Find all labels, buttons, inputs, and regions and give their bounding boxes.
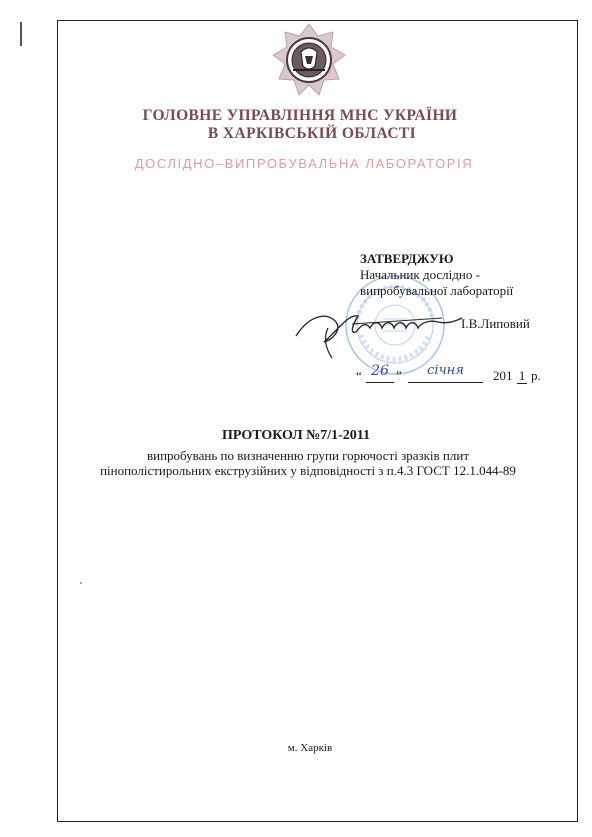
handwritten-signature (292, 300, 467, 360)
approver-role-line-1: Начальник дослідно - (360, 267, 480, 282)
organization-name-line-2: В ХАРКІВСЬКІЙ ОБЛАСТІ (207, 125, 417, 142)
approval-title: ЗАТВЕРДЖУЮ (360, 251, 454, 266)
date-year-prefix: 201 (493, 368, 513, 383)
signer-name: І.В.Липовий (461, 316, 530, 331)
approval-block (360, 251, 570, 299)
protocol-subtitle-line-1: випробувань по визначенню групи горючості зразків плит (146, 448, 470, 463)
approver-role-line-2: випробувальної лабораторії (360, 283, 514, 298)
emergency-service-emblem-icon (271, 22, 347, 98)
laboratory-name: ДОСЛІДНО–ВИПРОБУВАЛЬНА ЛАБОРАТОРІЯ (134, 156, 474, 171)
date-day: 26 (366, 363, 394, 383)
protocol-title: ПРОТОКОЛ №7/1-2011 (221, 428, 371, 443)
scan-edge-mark (20, 22, 22, 46)
scan-speck (80, 582, 82, 584)
date-quote-open: “ (356, 368, 362, 383)
date-year-suffix: р. (531, 368, 541, 383)
date-year-digit: 1 (518, 368, 526, 383)
date-quote-close: ” (396, 368, 402, 383)
protocol-subtitle-line-2: пінополістирольних екструзійних у відповідності з п.4.3 ГОСТ 12.1.044-89 (100, 463, 516, 478)
organization-name-line-1: ГОЛОВНЕ УПРАВЛІННЯ МНС УКРАЇНИ (142, 107, 458, 124)
date-month: січня (408, 363, 483, 383)
approval-date (356, 363, 566, 388)
city-name: м. Харків (287, 742, 333, 754)
